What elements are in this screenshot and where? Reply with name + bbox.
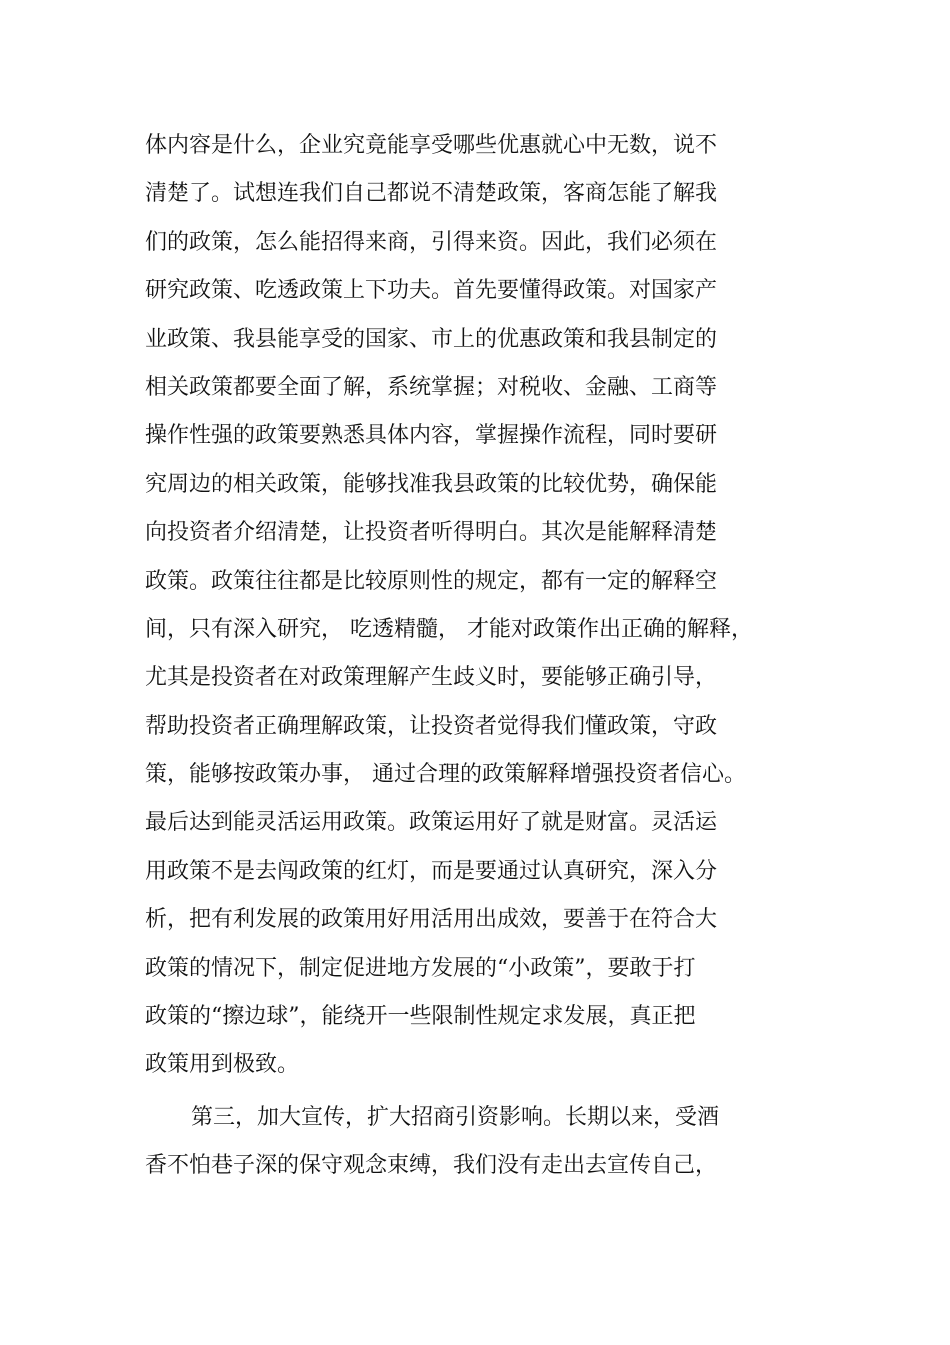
- text-line: 研究政策、吃透政策上下功夫。首先要懂得政策。对国家产: [145, 278, 718, 304]
- text-line: 政策用到极致。: [145, 1052, 300, 1078]
- text-line: 尤其是投资者在对政策理解产生歧义时，要能够正确引导，: [145, 665, 718, 691]
- text-line: 香不怕巷子深的保守观念束缚，我们没有走出去宣传自己，: [145, 1153, 718, 1179]
- text-line: 政策的“擦边球”，能绕开一些限制性规定求发展，真正把: [145, 1004, 696, 1030]
- text-line: 政策。政策往往都是比较原则性的规定，都有一定的解释空: [145, 568, 718, 594]
- text-line: 策，能够按政策办事， 通过合理的政策解释增强投资者信心。: [145, 762, 746, 788]
- text-line: 帮助投资者正确理解政策，让投资者觉得我们懂政策，守政: [145, 713, 718, 739]
- text-line: 向投资者介绍清楚，让投资者听得明白。其次是能解释清楚: [145, 520, 718, 546]
- text-line: 们的政策，怎么能招得来商，引得来资。因此，我们必须在: [145, 229, 718, 255]
- text-line: 究周边的相关政策，能够找准我县政策的比较优势，确保能: [145, 471, 718, 497]
- text-line: 析，把有利发展的政策用好用活用出成效，要善于在符合大: [145, 907, 718, 933]
- text-line: 业政策、我县能享受的国家、市上的优惠政策和我县制定的: [145, 326, 718, 352]
- text-line: 政策的情况下，制定促进地方发展的“小政策”，要敢于打: [145, 955, 696, 981]
- paragraph-first-line: 第三，加大宣传，扩大招商引资影响。长期以来，受酒: [191, 1104, 720, 1130]
- text-line: 体内容是什么，企业究竟能享受哪些优惠就心中无数，说不: [145, 133, 718, 158]
- text-line: 最后达到能灵活运用政策。政策运用好了就是财富。灵活运: [145, 810, 718, 836]
- text-line: 清楚了。试想连我们自己都说不清楚政策，客商怎能了解我: [145, 181, 718, 207]
- text-line: 间，只有深入研究， 吃透精髓， 才能对政策作出正确的解释，: [145, 616, 753, 642]
- text-line: 操作性强的政策要熟悉具体内容，掌握操作流程，同时要研: [145, 423, 718, 449]
- text-line: 用政策不是去闯政策的红灯，而是要通过认真研究，深入分: [145, 858, 718, 884]
- body-text: [145, 122, 785, 1191]
- text-line: 相关政策都要全面了解，系统掌握；对税收、金融、工商等: [145, 374, 718, 400]
